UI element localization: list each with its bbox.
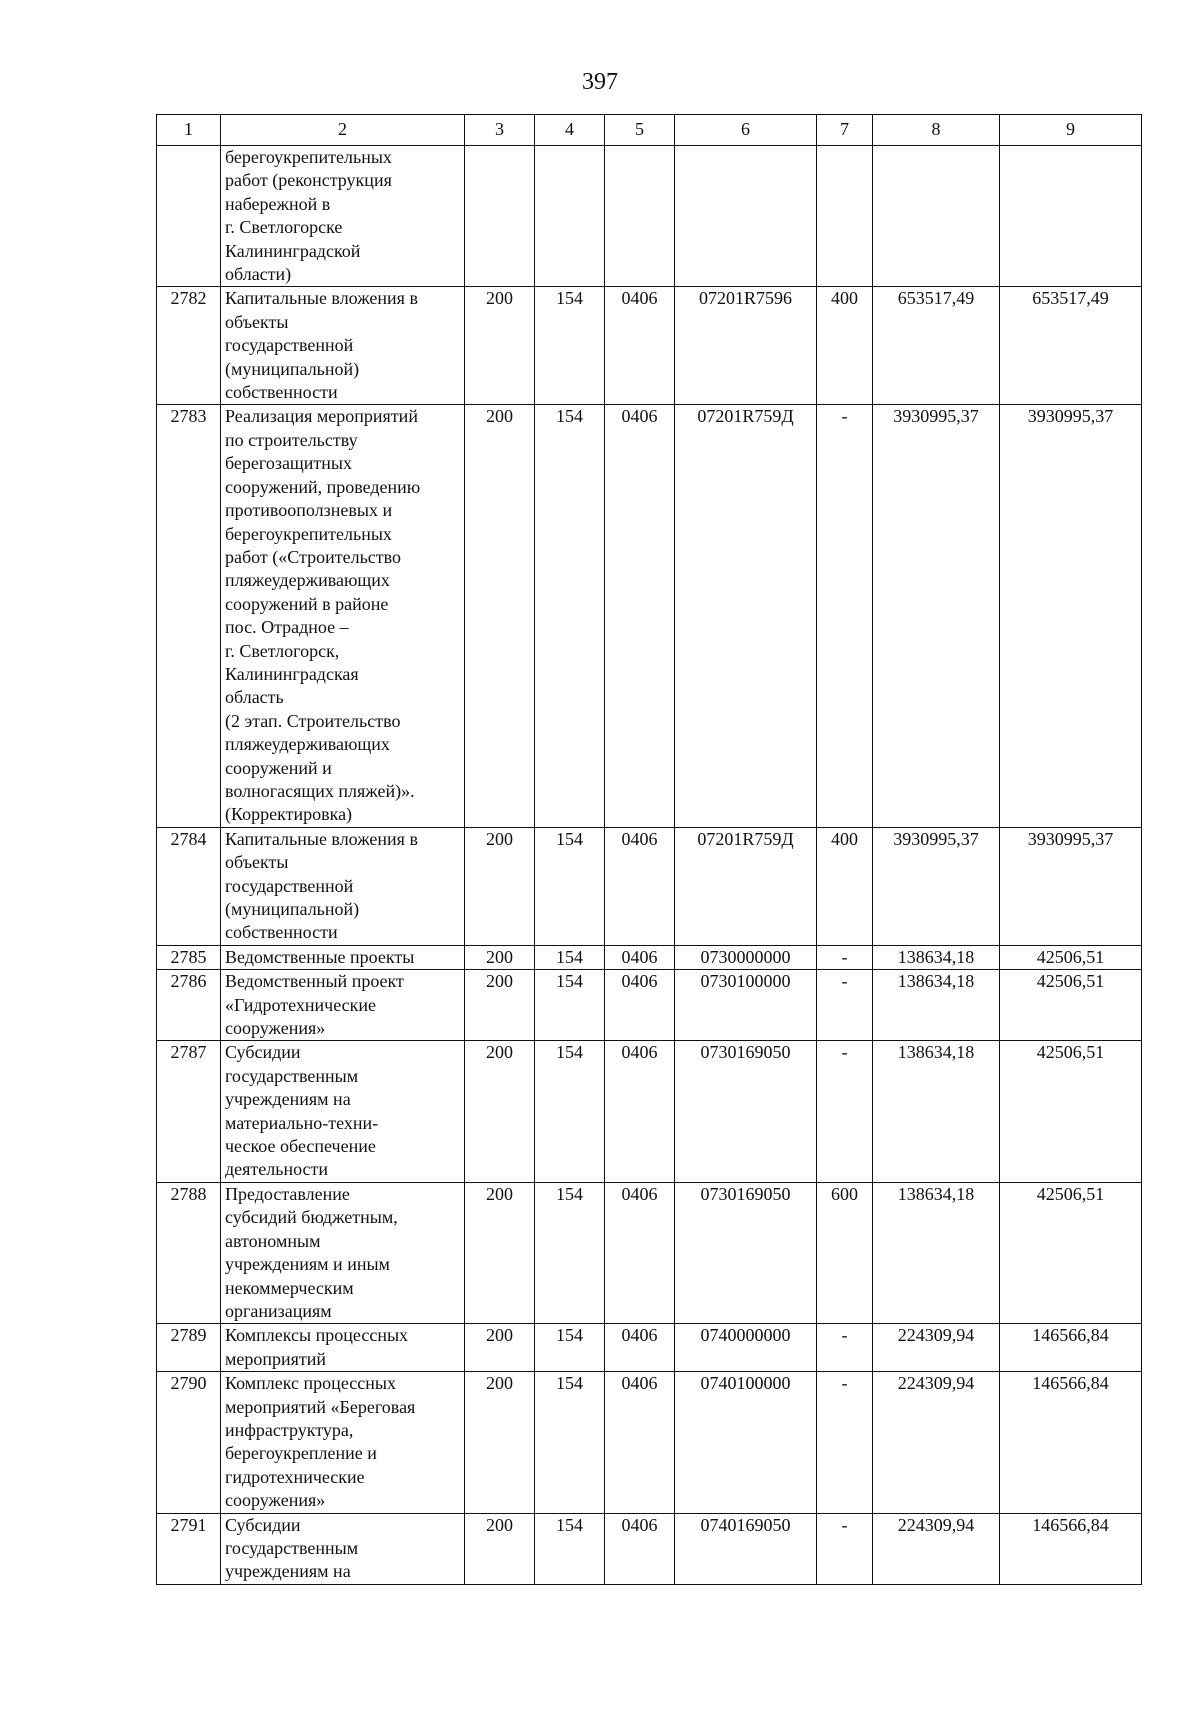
row-number-cell: 2791 <box>157 1513 221 1584</box>
col-header-6: 6 <box>675 115 817 146</box>
target-article-code-cell: 0730169050 <box>675 1041 817 1182</box>
amount-cell: 42506,51 <box>1000 1182 1142 1323</box>
col5-cell: 0406 <box>605 827 675 945</box>
description-line: Субсидии <box>225 1042 301 1063</box>
description-line: работ («Строительство <box>225 546 402 567</box>
description-line: пляжеудерживающих <box>225 734 390 755</box>
description-line: сооружений, проведению <box>225 476 421 497</box>
description-line: Предоставление <box>225 1183 350 1204</box>
table-row <box>157 1513 1142 1584</box>
description-line: собственности <box>225 922 338 943</box>
description-line: г. Светлогорск, <box>225 640 340 661</box>
description-line: «Гидротехнические <box>225 994 377 1015</box>
target-article-code-cell: 0740169050 <box>675 1513 817 1584</box>
col-header-4: 4 <box>535 115 605 146</box>
description-line: г. Светлогорске <box>225 217 343 238</box>
description-line: государственной <box>225 335 354 356</box>
row-number-cell: 2786 <box>157 970 221 1041</box>
expense-type-cell: - <box>817 970 873 1041</box>
amount-cell: 42506,51 <box>1000 970 1142 1041</box>
amount-cell: 138634,18 <box>873 1182 1000 1323</box>
description-line: учреждениям на <box>225 1561 351 1582</box>
col4-cell: 154 <box>535 827 605 945</box>
description-line: Капитальные вложения в <box>225 828 418 849</box>
col4-cell: 154 <box>535 1372 605 1513</box>
target-article-code-cell: 07201R759Д <box>675 405 817 827</box>
amount-cell <box>873 146 1000 287</box>
table-row <box>157 970 1142 1041</box>
description-cell <box>221 1324 465 1372</box>
description-cell <box>221 970 465 1041</box>
col3-cell: 200 <box>465 1182 535 1323</box>
target-article-code-cell: 0730100000 <box>675 970 817 1041</box>
amount-cell: 138634,18 <box>873 1041 1000 1182</box>
description-line: Комплексы процессных <box>225 1325 409 1346</box>
expense-type-cell: - <box>817 405 873 827</box>
table-row <box>157 945 1142 969</box>
description-line: сооружения» <box>225 1490 326 1511</box>
description-line: ческое обеспечение <box>225 1136 376 1157</box>
table-row <box>157 1372 1142 1513</box>
col-header-3: 3 <box>465 115 535 146</box>
description-line: область <box>225 687 284 708</box>
amount-cell: 653517,49 <box>1000 287 1142 405</box>
row-number-cell <box>157 146 221 287</box>
target-article-code-cell: 07201R7596 <box>675 287 817 405</box>
description-line: сооружения» <box>225 1018 326 1039</box>
col4-cell: 154 <box>535 1324 605 1372</box>
description-line: гидротехнические <box>225 1466 365 1487</box>
description-line: волногасящих пляжей)». <box>225 780 415 801</box>
amount-cell: 3930995,37 <box>873 405 1000 827</box>
col4-cell: 154 <box>535 1182 605 1323</box>
col-header-1: 1 <box>157 115 221 146</box>
row-number-cell: 2785 <box>157 945 221 969</box>
col4-cell: 154 <box>535 970 605 1041</box>
description-line: государственной <box>225 875 354 896</box>
col3-cell: 200 <box>465 1513 535 1584</box>
col5-cell: 0406 <box>605 945 675 969</box>
col3-cell: 200 <box>465 405 535 827</box>
description-line: учреждениям и иным <box>225 1254 390 1275</box>
description-cell <box>221 827 465 945</box>
col-header-7: 7 <box>817 115 873 146</box>
description-line: сооружений в районе <box>225 593 389 614</box>
amount-cell: 224309,94 <box>873 1372 1000 1513</box>
col4-cell: 154 <box>535 287 605 405</box>
row-number-cell: 2788 <box>157 1182 221 1323</box>
description-cell <box>221 1372 465 1513</box>
description-line: автономным <box>225 1230 321 1251</box>
description-line: материально-техни- <box>225 1112 379 1133</box>
col3-cell: 200 <box>465 1324 535 1372</box>
target-article-code-cell: 0740100000 <box>675 1372 817 1513</box>
description-line: (2 этап. Строительство <box>225 710 401 731</box>
table-row <box>157 1324 1142 1372</box>
target-article-code-cell: 0730000000 <box>675 945 817 969</box>
description-cell <box>221 1182 465 1323</box>
description-line: мероприятий «Береговая <box>225 1396 416 1417</box>
description-cell <box>221 287 465 405</box>
description-line: области) <box>225 264 292 285</box>
description-line: сооружений и <box>225 757 332 778</box>
col-header-9: 9 <box>1000 115 1142 146</box>
description-line: субсидий бюджетным, <box>225 1207 398 1228</box>
amount-cell: 3930995,37 <box>1000 827 1142 945</box>
page-number: 397 <box>582 69 618 95</box>
col5-cell: 0406 <box>605 1182 675 1323</box>
description-line: Калининградская <box>225 663 359 684</box>
amount-cell: 224309,94 <box>873 1324 1000 1372</box>
description-line: Капитальные вложения в <box>225 288 418 309</box>
expense-type-cell: 400 <box>817 287 873 405</box>
amount-cell: 224309,94 <box>873 1513 1000 1584</box>
expense-type-cell: - <box>817 1041 873 1182</box>
row-number-cell: 2787 <box>157 1041 221 1182</box>
expense-type-cell: - <box>817 1513 873 1584</box>
description-line: противооползневых и <box>225 500 393 521</box>
expense-type-cell: - <box>817 1324 873 1372</box>
header-row <box>157 115 1142 146</box>
table-row <box>157 1182 1142 1323</box>
budget-table <box>156 114 1142 1585</box>
description-line: деятельности <box>225 1159 329 1180</box>
col5-cell: 0406 <box>605 1513 675 1584</box>
amount-cell: 146566,84 <box>1000 1324 1142 1372</box>
amount-cell <box>1000 146 1142 287</box>
col4-cell: 154 <box>535 1041 605 1182</box>
col3-cell <box>465 146 535 287</box>
amount-cell: 146566,84 <box>1000 1372 1142 1513</box>
description-line: инфраструктура, <box>225 1419 354 1440</box>
description-line: Комплекс процессных <box>225 1373 396 1394</box>
row-number-cell: 2784 <box>157 827 221 945</box>
amount-cell: 138634,18 <box>873 945 1000 969</box>
expense-type-cell: - <box>817 1372 873 1513</box>
expense-type-cell <box>817 146 873 287</box>
col5-cell: 0406 <box>605 1372 675 1513</box>
expense-type-cell: 400 <box>817 827 873 945</box>
table-row <box>157 827 1142 945</box>
col5-cell: 0406 <box>605 1041 675 1182</box>
col4-cell <box>535 146 605 287</box>
description-line: Ведомственный проект <box>225 971 404 992</box>
description-line: берегоукрепление и <box>225 1443 377 1464</box>
row-number-cell: 2789 <box>157 1324 221 1372</box>
description-line: (Корректировка) <box>225 804 353 825</box>
description-line: (муниципальной) <box>225 899 360 919</box>
target-article-code-cell: 0740000000 <box>675 1324 817 1372</box>
description-line: пляжеудерживающих <box>225 570 390 591</box>
target-article-code-cell: 07201R759Д <box>675 827 817 945</box>
col5-cell <box>605 146 675 287</box>
col5-cell: 0406 <box>605 970 675 1041</box>
description-line: Субсидии <box>225 1514 301 1535</box>
amount-cell: 3930995,37 <box>1000 405 1142 827</box>
col3-cell: 200 <box>465 1041 535 1182</box>
description-line: объекты <box>225 311 289 332</box>
description-line: собственности <box>225 382 338 403</box>
col5-cell: 0406 <box>605 1324 675 1372</box>
description-line: берегоукрепительных <box>225 147 392 167</box>
description-cell <box>221 146 465 287</box>
row-number-cell: 2782 <box>157 287 221 405</box>
description-line: Калининградской <box>225 240 361 261</box>
table-header <box>157 115 1142 146</box>
description-line: объекты <box>225 852 289 873</box>
description-line: учреждениям на <box>225 1089 351 1110</box>
amount-cell: 3930995,37 <box>873 827 1000 945</box>
target-article-code-cell <box>675 146 817 287</box>
col3-cell: 200 <box>465 287 535 405</box>
col-header-5: 5 <box>605 115 675 146</box>
col4-cell: 154 <box>535 405 605 827</box>
description-line: государственным <box>225 1537 359 1558</box>
description-line: берегоукрепительных <box>225 523 392 544</box>
table-body <box>157 146 1142 1585</box>
col3-cell: 200 <box>465 970 535 1041</box>
description-line: пос. Отрадное – <box>225 617 349 638</box>
col3-cell: 200 <box>465 1372 535 1513</box>
col-header-8: 8 <box>873 115 1000 146</box>
description-line: набережной в <box>225 193 331 214</box>
table-row <box>157 287 1142 405</box>
amount-cell: 653517,49 <box>873 287 1000 405</box>
col5-cell: 0406 <box>605 287 675 405</box>
description-line: организациям <box>225 1300 332 1321</box>
amount-cell: 138634,18 <box>873 970 1000 1041</box>
table-row <box>157 146 1142 287</box>
description-cell <box>221 945 465 969</box>
col3-cell: 200 <box>465 945 535 969</box>
target-article-code-cell: 0730169050 <box>675 1182 817 1323</box>
row-number-cell: 2790 <box>157 1372 221 1513</box>
description-line: некоммерческим <box>225 1277 354 1298</box>
description-line: государственным <box>225 1065 359 1086</box>
amount-cell: 42506,51 <box>1000 945 1142 969</box>
amount-cell: 146566,84 <box>1000 1513 1142 1584</box>
table-row <box>157 1041 1142 1182</box>
description-line: Ведомственные проекты <box>225 946 415 967</box>
col4-cell: 154 <box>535 945 605 969</box>
description-line: работ (реконструкция <box>225 170 392 191</box>
table-row <box>157 405 1142 827</box>
description-cell <box>221 1513 465 1584</box>
col5-cell: 0406 <box>605 405 675 827</box>
description-cell <box>221 405 465 827</box>
amount-cell: 42506,51 <box>1000 1041 1142 1182</box>
col3-cell: 200 <box>465 827 535 945</box>
description-line: берегозащитных <box>225 453 353 474</box>
description-cell <box>221 1041 465 1182</box>
description-line: мероприятий <box>225 1348 327 1369</box>
col-header-2: 2 <box>221 115 465 146</box>
description-line: по строительству <box>225 429 358 450</box>
col4-cell: 154 <box>535 1513 605 1584</box>
description-line: (муниципальной) <box>225 358 360 379</box>
expense-type-cell: 600 <box>817 1182 873 1323</box>
description-line: Реализация мероприятий <box>225 406 418 427</box>
row-number-cell: 2783 <box>157 405 221 827</box>
expense-type-cell: - <box>817 945 873 969</box>
